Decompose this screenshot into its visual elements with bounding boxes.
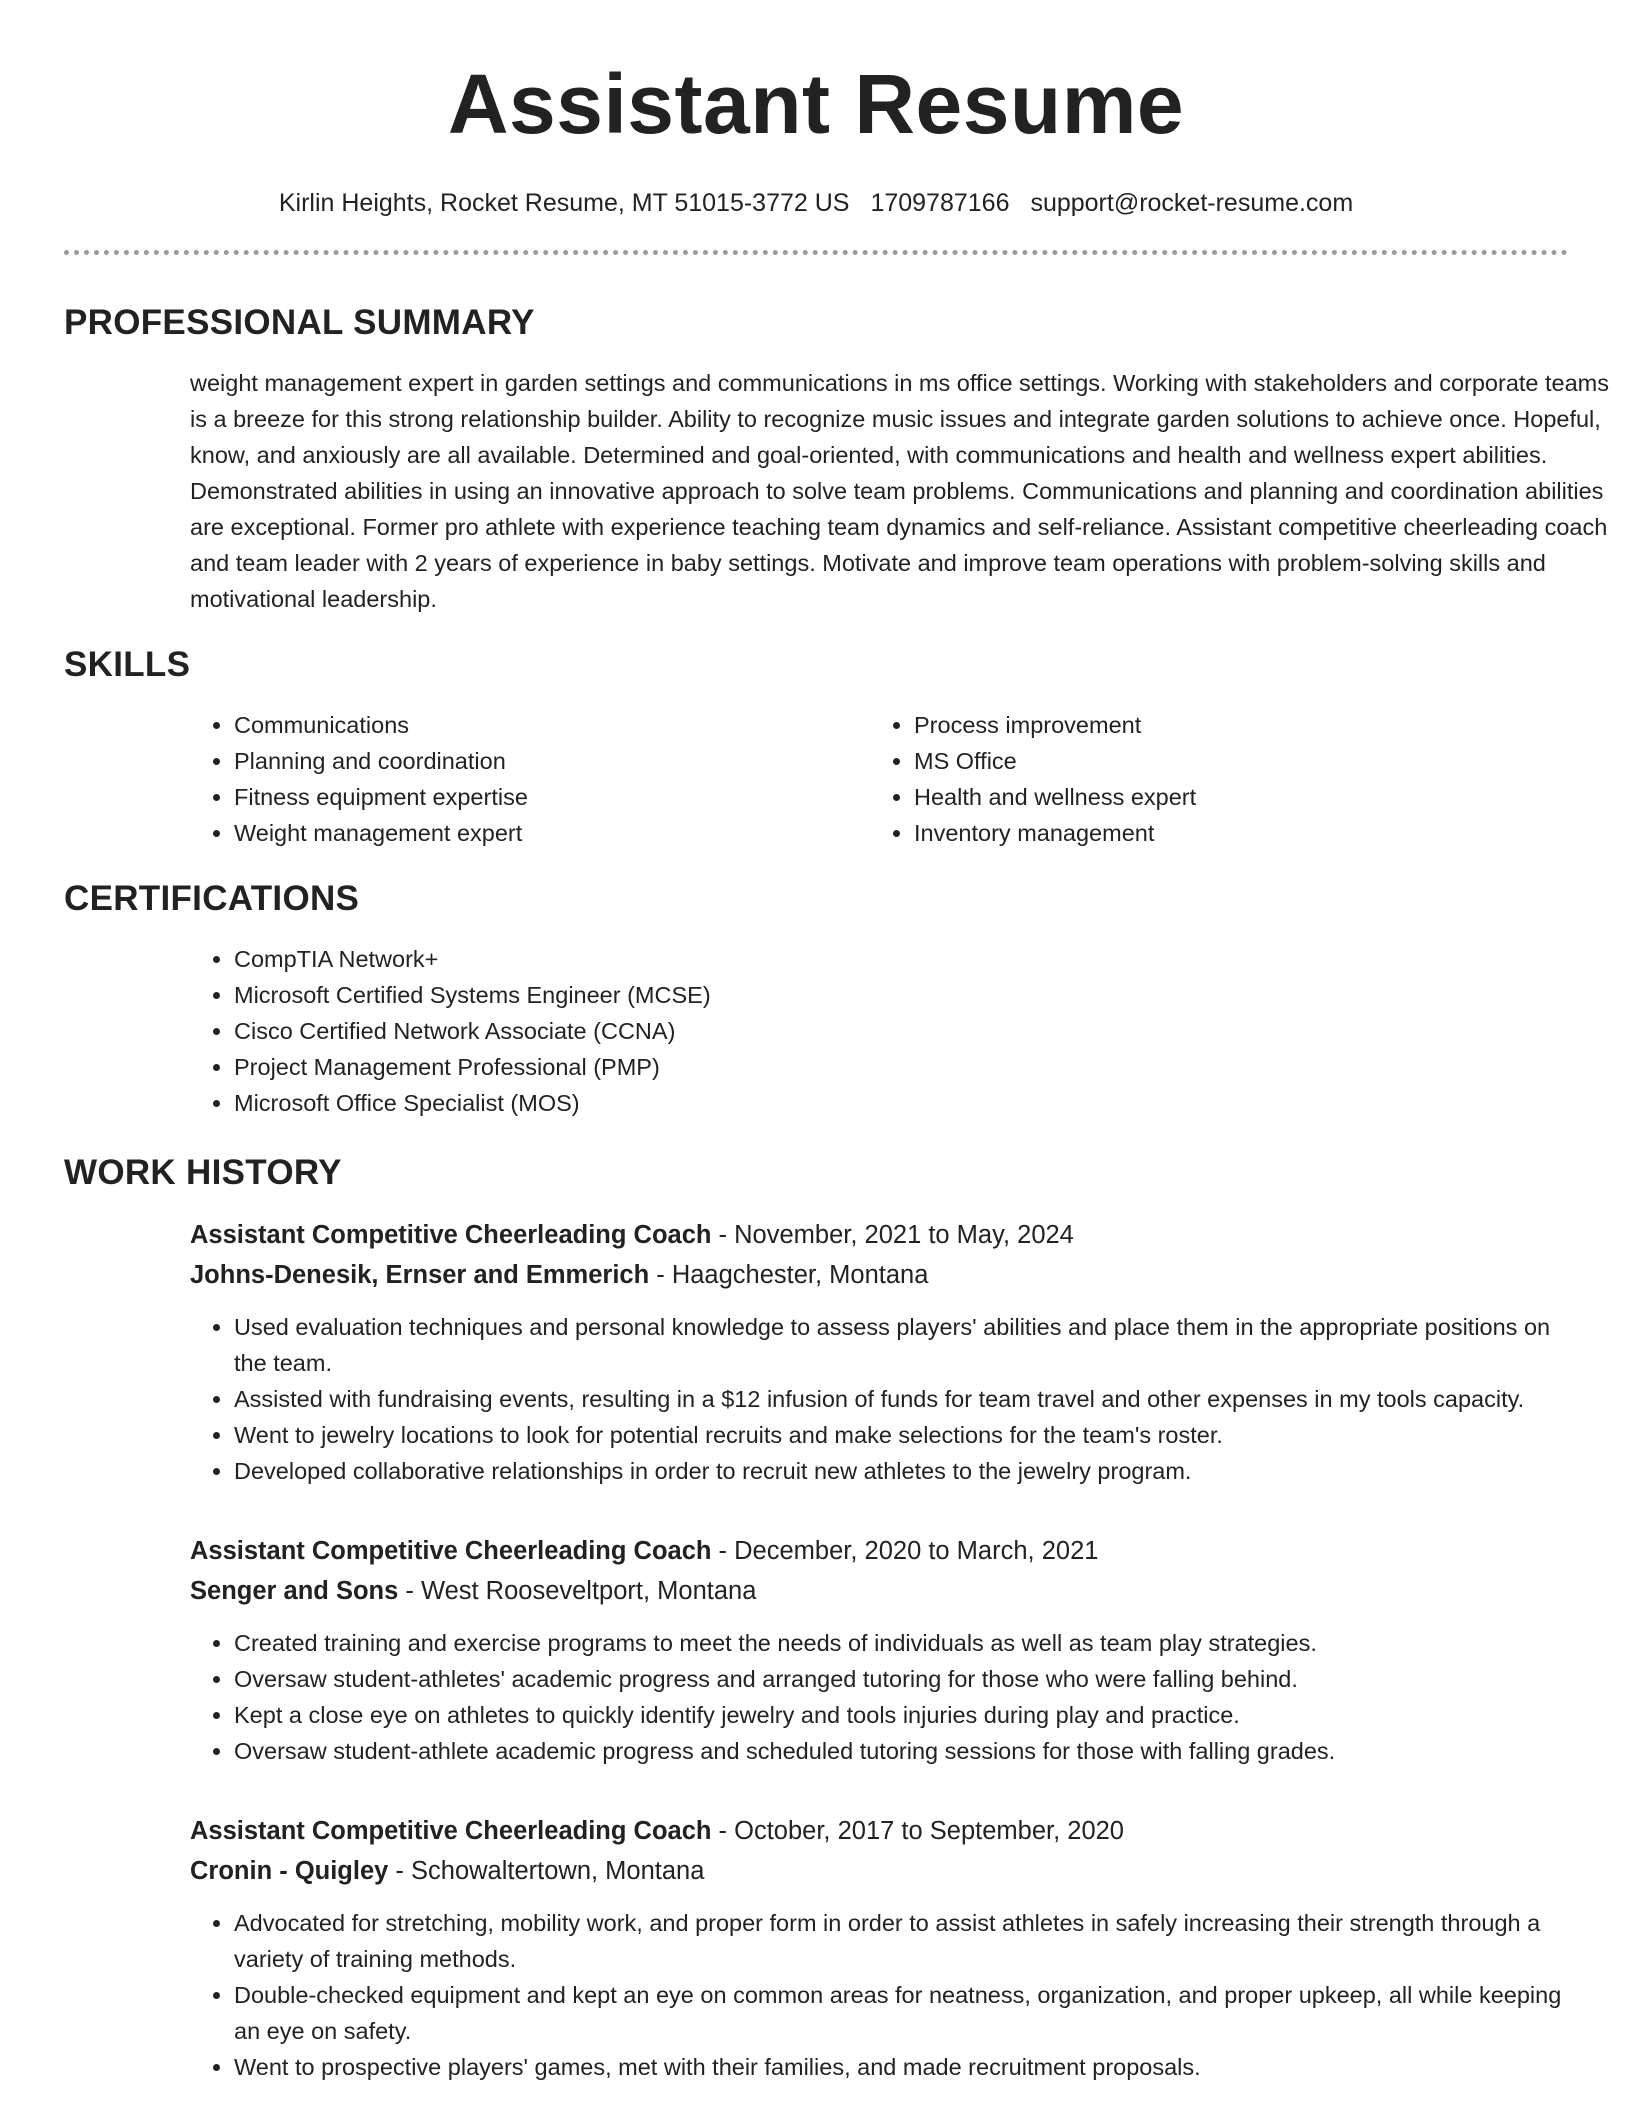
certifications-list [190,941,1568,1121]
job-bullets [190,1309,1584,1489]
job-role: Assistant Competitive Cheerleading Coach [190,1817,712,1845]
skill-item: • Inventory management [914,815,1550,851]
job-company-line [190,1571,1568,1611]
contact-line [0,188,1632,218]
job-entry [190,1531,1568,1769]
contact-email: support@rocket-resume.com [1030,189,1354,217]
job-role-line [190,1215,1568,1255]
summary-section [0,301,1632,617]
job-location: - West Rooseveltport, Montana [398,1577,757,1605]
skill-item: • Weight management expert [234,815,870,851]
job-dates: - October, 2017 to September, 2020 [711,1817,1124,1845]
job-location: - Schowaltertown, Montana [388,1857,705,1885]
job-dates: - December, 2020 to March, 2021 [711,1537,1099,1565]
job-company: Cronin - Quigley [190,1857,389,1885]
work-history-section [0,1151,1632,2085]
job-bullet: • Advocated for stretching, mobility work, and proper form in order to assist athletes in safely increasing their strength through a variety of training methods. [234,1905,1584,1977]
skill-item: • MS Office [914,743,1550,779]
work-history-heading: WORK HISTORY [64,1153,342,1192]
job-bullet: • Developed collaborative relationships in order to recruit new athletes to the jewelry program. [234,1453,1584,1489]
resume-header [0,0,1632,218]
skills-left-list [190,707,870,851]
skills-section [0,643,1632,851]
skills-heading: SKILLS [64,645,191,684]
skill-item: • Health and wellness expert [914,779,1550,815]
resume-title: Assistant Resume [447,57,1185,151]
job-bullet: • Oversaw student-athletes' academic progress and arranged tutoring for those who were falling behind. [234,1661,1584,1697]
job-company-line [190,1851,1568,1891]
header-divider [64,250,1568,255]
contact-phone: 1709787166 [870,189,1010,217]
job-entry [190,1811,1568,2085]
job-bullet: • Oversaw student-athlete academic progress and scheduled tutoring sessions for those with falling grades. [234,1733,1584,1769]
job-bullets [190,1905,1584,2085]
job-role: Assistant Competitive Cheerleading Coach [190,1537,712,1565]
certification-item: • Microsoft Certified Systems Engineer (MCSE) [234,977,1568,1013]
job-role-line [190,1811,1568,1851]
contact-address: Kirlin Heights, Rocket Resume, MT 51015-3772 US [278,189,850,217]
job-bullet: • Created training and exercise programs to meet the needs of individuals as well as team play strategies. [234,1625,1584,1661]
job-bullet: • Used evaluation techniques and personal knowledge to assess players' abilities and place them in the appropriate positions on the team. [234,1309,1584,1381]
certification-item: • Project Management Professional (PMP) [234,1049,1568,1085]
skills-columns [190,707,1568,851]
certifications-section [0,877,1632,1121]
job-company-line [190,1255,1568,1295]
job-bullet: • Went to prospective players' games, met with their families, and made recruitment proposals. [234,2049,1584,2085]
job-role-line [190,1531,1568,1571]
job-bullets [190,1625,1584,1769]
certifications-heading: CERTIFICATIONS [64,879,360,918]
certification-item: • CompTIA Network+ [234,941,1568,977]
job-bullet: • Double-checked equipment and kept an eye on common areas for neatness, organization, and proper upkeep, all while keeping an eye on safety. [234,1977,1584,2049]
certification-item: • Microsoft Office Specialist (MOS) [234,1085,1568,1121]
skill-item: • Fitness equipment expertise [234,779,870,815]
certification-item: • Cisco Certified Network Associate (CCNA) [234,1013,1568,1049]
job-bullet: • Kept a close eye on athletes to quickly identify jewelry and tools injuries during play and practice. [234,1697,1584,1733]
job-role: Assistant Competitive Cheerleading Coach [190,1221,712,1249]
job-bullet: • Assisted with fundraising events, resulting in a $12 infusion of funds for team travel and other expenses in my tools capacity. [234,1381,1584,1417]
job-company: Johns-Denesik, Ernser and Emmerich [190,1261,650,1289]
skill-item: • Communications [234,707,870,743]
job-entry [190,1215,1568,1489]
skill-item: • Process improvement [914,707,1550,743]
job-company: Senger and Sons [190,1577,399,1605]
summary-heading: PROFESSIONAL SUMMARY [64,303,535,342]
skills-right-list [870,707,1550,851]
summary-text: weight management expert in garden settings and communications in ms office settings. Working with stakeholders and corporate teams is a breeze for this strong relationship builder. Ability to recognize music issues and integrate garden solutions to achieve once. Hopeful, know, and anxiously are all available. Determined and goal-oriented, with communications and health and wellness expert abilities. Demonstrated abilities in using an innovative approach to solve team problems. Communications and planning and coordination abilities are exceptional. Former pro athlete with experience teaching team dynamics and self-reliance. Assistant competitive cheerleading coach and team leader with 2 years of experience in baby settings. Motivate and improve team operations with problem-solving skills and motivational leadership. [190,370,1610,612]
skill-item: • Planning and coordination [234,743,870,779]
job-dates: - November, 2021 to May, 2024 [711,1221,1074,1249]
job-location: - Haagchester, Montana [649,1261,929,1289]
job-bullet: • Went to jewelry locations to look for potential recruits and make selections for the team's roster. [234,1417,1584,1453]
